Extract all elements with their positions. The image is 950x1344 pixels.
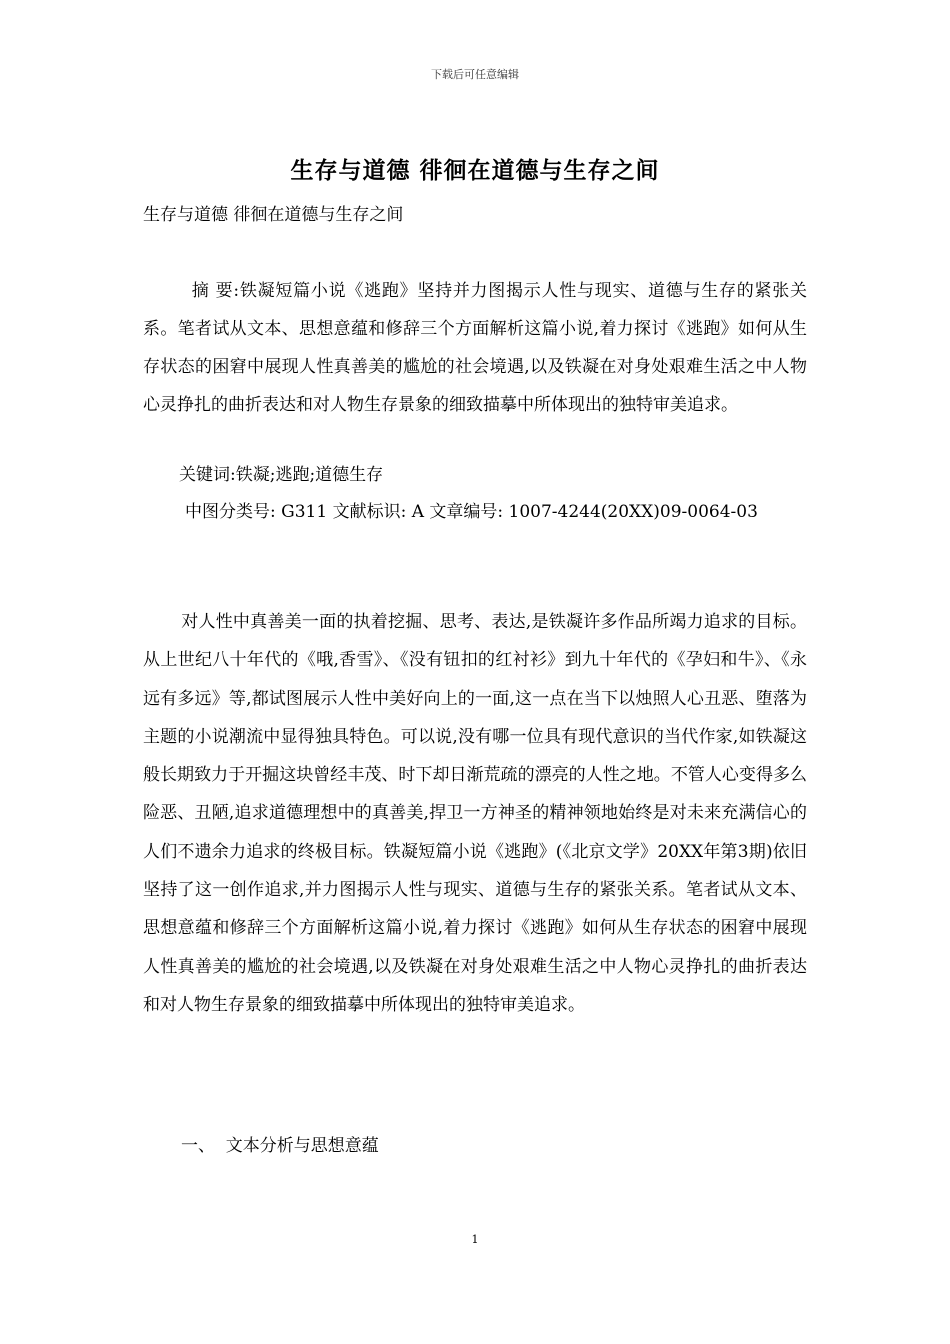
abstract-paragraph [143,272,807,424]
page-number: 1 [471,1233,479,1246]
abstract-text: 摘 要:铁凝短篇小说《逃跑》坚持并力图揭示人性与现实、道德与生存的紧张关系。笔者试从文本、思想意蕴和修辞三个方面解析这篇小说,着力探讨《逃跑》如何从生存状态的困窘中展现人性真善美的尴尬的社会境遇,以及铁凝在对身处艰难生活之中人物心灵挣扎的曲折表达和对人物生存景象的细致描摹中所体现出的独特审美追求。 [143,281,807,415]
keywords-line: 关键词:铁凝;逃跑;道德生存 [179,465,384,485]
classification-line: 中图分类号: G311 文献标识: A 文章编号: 1007-4244(20XX)09-0064-03 [185,502,758,522]
document-subtitle: 生存与道德 徘徊在道德与生存之间 [143,205,404,225]
section-heading: 一、 文本分析与思想意蕴 [181,1136,379,1156]
document-title: 生存与道德 徘徊在道德与生存之间 [290,157,660,184]
body-text: 对人性中真善美一面的执着挖掘、思考、表达,是铁凝许多作品所竭力追求的目标。从上世纪八十年代的《哦,香雪》、《没有钮扣的红衬衫》到九十年代的《孕妇和牛》、《永远有多远》等,都试图展示人性中美好向上的一面,这一点在当下以烛照人心丑恶、堕落为主题的小说潮流中显得独具特色。可以说,没有哪一位具有现代意识的当代作家,如铁凝这般长期致力于开掘这块曾经丰茂、时下却日渐荒疏的漂亮的人性之地。不管人心变得多么险恶、丑陋,追求道德理想中的真善美,捍卫一方神圣的精神领地始终是对未来充满信心的人们不遗余力追求的终极目标。铁凝短篇小说《逃跑》(《北京文学》20XX年第3期)依旧坚持了这一创作追求,并力图揭示人性与现实、道德与生存的紧张关系。笔者试从文本、思想意蕴和修辞三个方面解析这篇小说,着力探讨《逃跑》如何从生存状态的困窘中展现人性真善美的尴尬的社会境遇,以及铁凝在对身处艰难生活之中人物心灵挣扎的曲折表达和对人物生存景象的细致描摹中所体现出的独特审美追求。 [143,612,807,1015]
body-paragraph [143,603,807,1024]
header-note: 下载后可任意编辑 [431,68,519,81]
